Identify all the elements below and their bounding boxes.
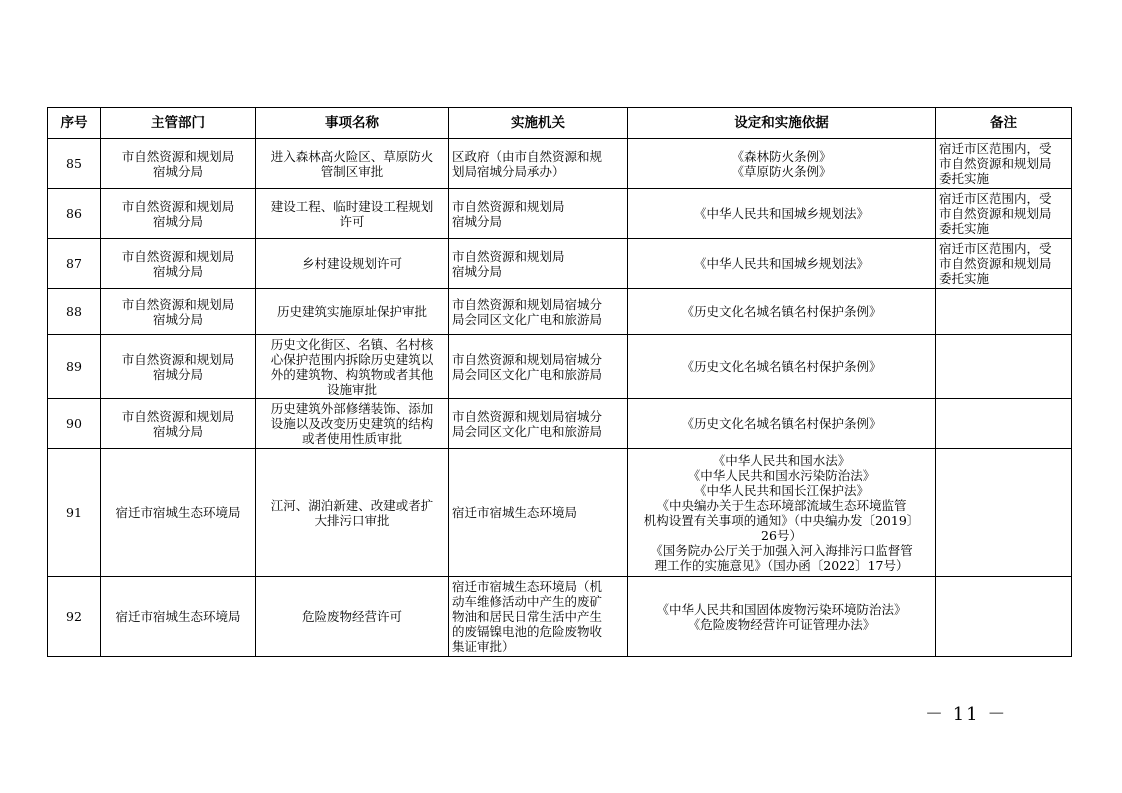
cell-item bbox=[256, 139, 449, 189]
cell-no: 86 bbox=[48, 189, 101, 239]
cell-dept bbox=[101, 399, 256, 449]
cell-line: 宿迁市区范围内，受 bbox=[939, 141, 1052, 156]
cell-line: 26号） bbox=[761, 527, 802, 543]
table-row bbox=[48, 335, 1072, 399]
cell-note bbox=[936, 449, 1072, 577]
cell-line: 市自然资源和规划局 bbox=[939, 256, 1052, 271]
cell-line: 《国务院办公厅关于加强入河入海排污口监督管 bbox=[650, 542, 913, 558]
cell-line: 宿迁市宿城生态环境局（机 bbox=[452, 579, 603, 594]
cell-agency bbox=[449, 189, 628, 239]
cell-item bbox=[256, 577, 449, 657]
cell-line: 《中华人民共和国城乡规划法》 bbox=[693, 206, 869, 221]
cell-note bbox=[936, 289, 1072, 335]
cell-line: 局会同区文化广电和旅游局 bbox=[452, 366, 603, 382]
cell-line: 划局宿城分局承办） bbox=[452, 163, 565, 179]
cell-line: 江河、湖泊新建、改建或者扩 bbox=[270, 497, 434, 513]
cell-line: 或者使用性质审批 bbox=[301, 431, 402, 446]
cell-line: 《危险废物经营许可证管理办法》 bbox=[687, 616, 876, 632]
cell-line: 机构设置有关事项的通知》（中央编办发〔2019〕 bbox=[643, 512, 920, 528]
cell-line: 心保护范围内拆除历史建筑以 bbox=[270, 351, 434, 367]
cell-basis bbox=[628, 399, 936, 449]
cell-basis bbox=[628, 335, 936, 399]
cell-item bbox=[256, 189, 449, 239]
cell-line: 宿城分局 bbox=[152, 263, 203, 279]
cell-line: 区政府（由市自然资源和规 bbox=[452, 148, 603, 164]
cell-line: 历史建筑外部修缮装饰、添加 bbox=[270, 401, 434, 416]
cell-item bbox=[256, 399, 449, 449]
cell-line: 《历史文化名城名镇名村保护条例》 bbox=[681, 304, 882, 319]
cell-line: 设施审批 bbox=[326, 381, 377, 397]
table-header-row bbox=[48, 108, 1072, 139]
cell-line: 《草原防火条例》 bbox=[731, 163, 832, 179]
header-basis: 设定和实施依据 bbox=[628, 108, 936, 139]
cell-line: 宿迁市宿城生态环境局 bbox=[115, 505, 241, 520]
cell-line: 历史文化街区、名镇、名村核 bbox=[270, 336, 434, 352]
cell-line: 《中华人民共和国水污染防治法》 bbox=[687, 467, 876, 483]
table-row bbox=[48, 239, 1072, 289]
cell-agency bbox=[449, 335, 628, 399]
cell-line: 市自然资源和规划局 bbox=[121, 148, 235, 164]
cell-line: 乡村建设规划许可 bbox=[301, 256, 402, 271]
cell-line: 动车维修活动中产生的废矿 bbox=[452, 594, 603, 609]
cell-note bbox=[936, 399, 1072, 449]
cell-line: 宿城分局 bbox=[152, 423, 203, 439]
cell-line: 大排污口审批 bbox=[314, 512, 390, 528]
cell-line: 市自然资源和规划局 bbox=[121, 408, 235, 424]
cell-line: 理工作的实施意见》（国办函〔2022〕17号） bbox=[654, 557, 909, 573]
cell-line: 宿城分局 bbox=[152, 213, 203, 229]
cell-agency bbox=[449, 139, 628, 189]
cell-basis bbox=[628, 139, 936, 189]
cell-line: 宿城分局 bbox=[152, 366, 203, 382]
cell-line: 建设工程、临时建设工程规划 bbox=[270, 198, 434, 214]
cell-agency bbox=[449, 577, 628, 657]
cell-line: 外的建筑物、构筑物或者其他 bbox=[270, 366, 434, 382]
cell-line: 委托实施 bbox=[939, 171, 990, 186]
cell-line: 市自然资源和规划局 bbox=[452, 248, 565, 264]
cell-no: 89 bbox=[48, 335, 101, 399]
table-row bbox=[48, 577, 1072, 657]
cell-line: 市自然资源和规划局宿城分 bbox=[452, 351, 603, 367]
page-number: － 11 － bbox=[925, 704, 1008, 725]
cell-note bbox=[936, 577, 1072, 657]
cell-line: 《历史文化名城名镇名村保护条例》 bbox=[681, 359, 882, 374]
table-row bbox=[48, 449, 1072, 577]
cell-item bbox=[256, 335, 449, 399]
cell-line: 宿迁市宿城生态环境局 bbox=[452, 505, 578, 520]
cell-basis bbox=[628, 289, 936, 335]
header-agency: 实施机关 bbox=[449, 108, 628, 139]
cell-line: 局会同区文化广电和旅游局 bbox=[452, 311, 603, 327]
cell-line: 市自然资源和规划局 bbox=[452, 198, 565, 214]
cell-line: 市自然资源和规划局 bbox=[121, 351, 235, 367]
cell-no: 91 bbox=[48, 449, 101, 577]
cell-line: 宿迁市区范围内，受 bbox=[939, 241, 1052, 256]
cell-note bbox=[936, 239, 1072, 289]
cell-line: 《中华人民共和国城乡规划法》 bbox=[693, 256, 869, 271]
cell-line: 集证审批） bbox=[452, 639, 515, 654]
cell-line: 宿城分局 bbox=[452, 213, 503, 229]
cell-dept bbox=[101, 577, 256, 657]
cell-line: 物油和居民日常生活中产生 bbox=[452, 609, 603, 624]
cell-line: 危险废物经营许可 bbox=[301, 609, 402, 624]
cell-note bbox=[936, 189, 1072, 239]
cell-line: 管制区审批 bbox=[320, 163, 384, 179]
cell-no: 85 bbox=[48, 139, 101, 189]
cell-line: 的废镉镍电池的危险废物收 bbox=[452, 624, 603, 639]
cell-basis bbox=[628, 239, 936, 289]
cell-line: 宿迁市区范围内，受 bbox=[939, 191, 1052, 206]
cell-line: 市自然资源和规划局 bbox=[121, 198, 235, 214]
cell-line: 《中央编办关于生态环境部流域生态环境监管 bbox=[656, 497, 907, 513]
cell-line: 局会同区文化广电和旅游局 bbox=[452, 423, 603, 439]
cell-item bbox=[256, 239, 449, 289]
cell-basis bbox=[628, 577, 936, 657]
cell-agency bbox=[449, 449, 628, 577]
cell-line: 《中华人民共和国长江保护法》 bbox=[693, 482, 869, 498]
cell-line: 《森林防火条例》 bbox=[731, 148, 832, 164]
cell-line: 市自然资源和规划局 bbox=[939, 156, 1052, 171]
cell-basis bbox=[628, 189, 936, 239]
cell-dept bbox=[101, 289, 256, 335]
cell-dept bbox=[101, 239, 256, 289]
table-row bbox=[48, 189, 1072, 239]
cell-agency bbox=[449, 399, 628, 449]
cell-line: 市自然资源和规划局 bbox=[121, 296, 235, 312]
cell-line: 《中华人民共和国水法》 bbox=[712, 452, 851, 468]
cell-dept bbox=[101, 449, 256, 577]
cell-no: 87 bbox=[48, 239, 101, 289]
cell-agency bbox=[449, 289, 628, 335]
table-row bbox=[48, 139, 1072, 189]
cell-line: 宿迁市宿城生态环境局 bbox=[115, 609, 241, 624]
cell-note bbox=[936, 139, 1072, 189]
cell-line: 市自然资源和规划局宿城分 bbox=[452, 296, 603, 312]
cell-line: 宿城分局 bbox=[152, 311, 203, 327]
cell-dept bbox=[101, 189, 256, 239]
cell-no: 88 bbox=[48, 289, 101, 335]
cell-agency bbox=[449, 239, 628, 289]
cell-note bbox=[936, 335, 1072, 399]
header-no: 序号 bbox=[48, 108, 101, 139]
table-row bbox=[48, 399, 1072, 449]
approval-items-table bbox=[47, 107, 1072, 657]
cell-line: 市自然资源和规划局 bbox=[121, 248, 235, 264]
cell-item bbox=[256, 449, 449, 577]
cell-basis bbox=[628, 449, 936, 577]
cell-item bbox=[256, 289, 449, 335]
cell-dept bbox=[101, 335, 256, 399]
cell-no: 92 bbox=[48, 577, 101, 657]
cell-line: 设施以及改变历史建筑的结构 bbox=[270, 416, 434, 431]
header-note: 备注 bbox=[936, 108, 1072, 139]
table-row bbox=[48, 289, 1072, 335]
cell-line: 进入森林高火险区、草原防火 bbox=[270, 148, 434, 164]
cell-line: 《历史文化名城名镇名村保护条例》 bbox=[681, 416, 882, 431]
cell-line: 市自然资源和规划局 bbox=[939, 206, 1052, 221]
cell-line: 委托实施 bbox=[939, 271, 990, 286]
cell-line: 许可 bbox=[339, 213, 365, 229]
cell-line: 宿城分局 bbox=[152, 163, 203, 179]
cell-line: 市自然资源和规划局宿城分 bbox=[452, 408, 603, 424]
cell-line: 《中华人民共和国固体废物污染环境防治法》 bbox=[656, 601, 907, 617]
header-dept: 主管部门 bbox=[101, 108, 256, 139]
cell-line: 委托实施 bbox=[939, 221, 990, 236]
cell-dept bbox=[101, 139, 256, 189]
cell-no: 90 bbox=[48, 399, 101, 449]
cell-line: 历史建筑实施原址保护审批 bbox=[276, 304, 427, 319]
cell-line: 宿城分局 bbox=[452, 263, 503, 279]
header-item: 事项名称 bbox=[256, 108, 449, 139]
